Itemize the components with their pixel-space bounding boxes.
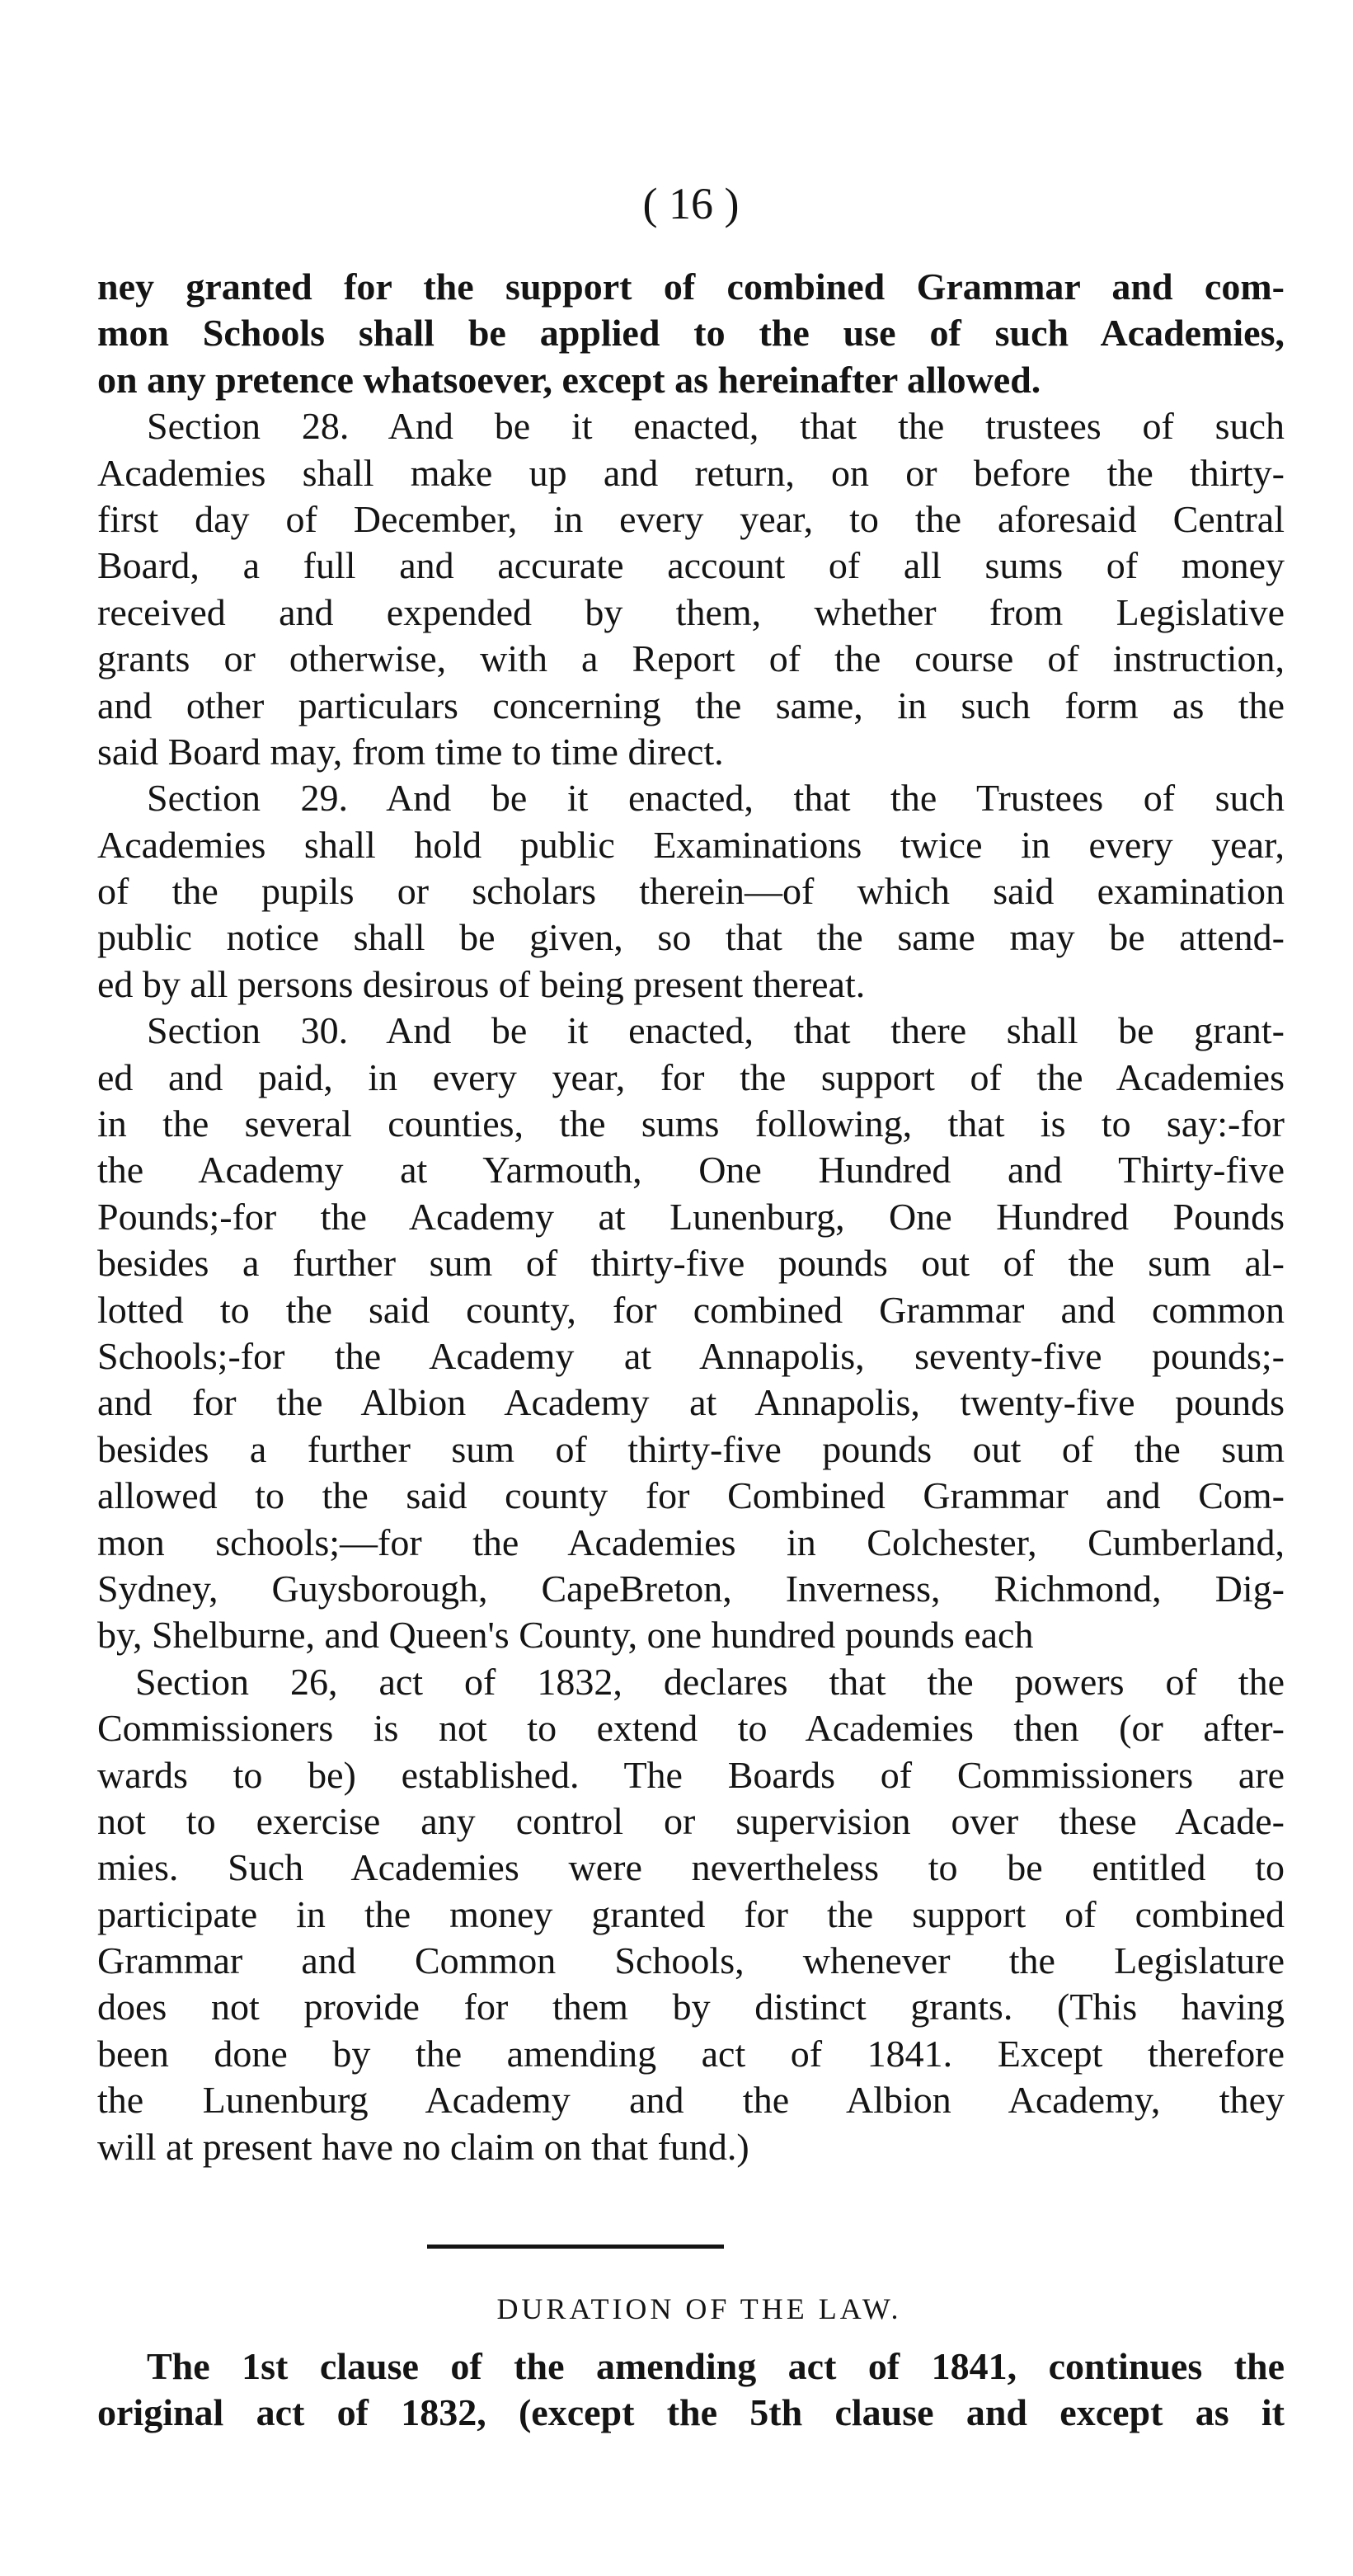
- text-line: said Board may, from time to time direct.: [97, 730, 724, 773]
- text-line: mon schools;—for the Academies in Colchester, Cumberland,: [97, 1521, 1285, 1563]
- text-line: in the several counties, the sums following, that is to say:-for: [97, 1102, 1285, 1145]
- text-line: participate in the money granted for the support of combined: [97, 1892, 1285, 1935]
- text-line: will at present have no claim on that fund.): [97, 2125, 749, 2168]
- text-line: allowed to the said county for Combined Grammar and Com-: [97, 1474, 1285, 1517]
- text-line: not to exercise any control or supervision over these Acade-: [97, 1799, 1285, 1842]
- text-line: Pounds;-for the Academy at Lunenburg, One Hundred Pounds: [97, 1195, 1285, 1238]
- text-line: of the pupils or scholars therein—of which said examination: [97, 870, 1285, 913]
- text-line: lotted to the said county, for combined Grammar and common: [97, 1288, 1285, 1331]
- text-line: Commissioners is not to extend to Academies then (or after-: [97, 1707, 1285, 1750]
- text-line: and other particulars concerning the same, in such form as the: [97, 684, 1285, 726]
- text-line: Section 30. And be it enacted, that there shall be grant-: [147, 1009, 1285, 1052]
- text-line: first day of December, in every year, to the aforesaid Central: [97, 497, 1285, 540]
- section-divider: [97, 2170, 1285, 2286]
- text-line: besides a further sum of thirty-five pounds out of the sum al-: [97, 1242, 1285, 1285]
- text-line: Academies shall make up and return, on or before the thirty-: [97, 451, 1285, 494]
- text-line: besides a further sum of thirty-five pounds out of the sum: [97, 1427, 1285, 1470]
- text-line: Sydney, Guysborough, CapeBreton, Inverness, Richmond, Dig-: [97, 1567, 1285, 1610]
- text-line: the Academy at Yarmouth, One Hundred and Thirty-five: [97, 1149, 1285, 1192]
- closing-text: [97, 2343, 1285, 2437]
- text-line: mies. Such Academies were nevertheless to be entitled to: [97, 1846, 1285, 1889]
- text-line: wards to be) established. The Boards of Commissioners are: [97, 1753, 1285, 1796]
- text-line: mon Schools shall be applied to the use of such Academies,: [97, 312, 1285, 355]
- text-line: and for the Albion Academy at Annapolis, twenty-five pounds: [97, 1381, 1285, 1424]
- text-line: Schools;-for the Academy at Annapolis, seventy-five pounds;-: [97, 1334, 1285, 1377]
- section-heading: DURATION OF THE LAW.: [496, 2292, 902, 2326]
- text-line: The 1st clause of the amending act of 1841, continues the: [147, 2345, 1285, 2388]
- text-line: Board, a full and accurate account of all sums of money: [97, 544, 1285, 587]
- text-line: ney granted for the support of combined Grammar and com-: [97, 266, 1285, 308]
- text-line: does not provide for them by distinct grants. (This having: [97, 1986, 1285, 2028]
- text-line: received and expended by them, whether from Legislative: [97, 590, 1285, 633]
- horizontal-rule: [427, 2245, 724, 2249]
- page-number: ( 16 ): [642, 179, 740, 228]
- text-line: on any pretence whatsoever, except as hereinafter allowed.: [97, 358, 1041, 401]
- body-text: [97, 264, 1285, 2170]
- text-line: Section 28. And be it enacted, that the trustees of such: [147, 405, 1285, 448]
- text-line: Section 29. And be it enacted, that the Trustees of such: [147, 777, 1285, 820]
- text-line: grants or otherwise, with a Report of the course of instruction,: [97, 637, 1285, 680]
- text-line: by, Shelburne, and Queen's County, one hundred pounds each: [97, 1614, 1034, 1657]
- document-page: [97, 181, 1285, 2437]
- text-line: been done by the amending act of 1841. Except therefore: [97, 2032, 1285, 2075]
- text-line: ed and paid, in every year, for the support of the Academies: [97, 1055, 1285, 1098]
- text-line: Section 26, act of 1832, declares that the powers of the: [135, 1660, 1285, 1703]
- text-line: original act of 1832, (except the 5th clause and except as it: [97, 2391, 1285, 2434]
- text-line: public notice shall be given, so that the same may be attend-: [97, 916, 1285, 959]
- text-line: the Lunenburg Academy and the Albion Academy, they: [97, 2079, 1285, 2122]
- text-line: ed by all persons desirous of being present thereat.: [97, 962, 866, 1005]
- text-line: Academies shall hold public Examinations twice in every year,: [97, 823, 1285, 866]
- text-line: Grammar and Common Schools, whenever the Legislature: [97, 1939, 1285, 1982]
